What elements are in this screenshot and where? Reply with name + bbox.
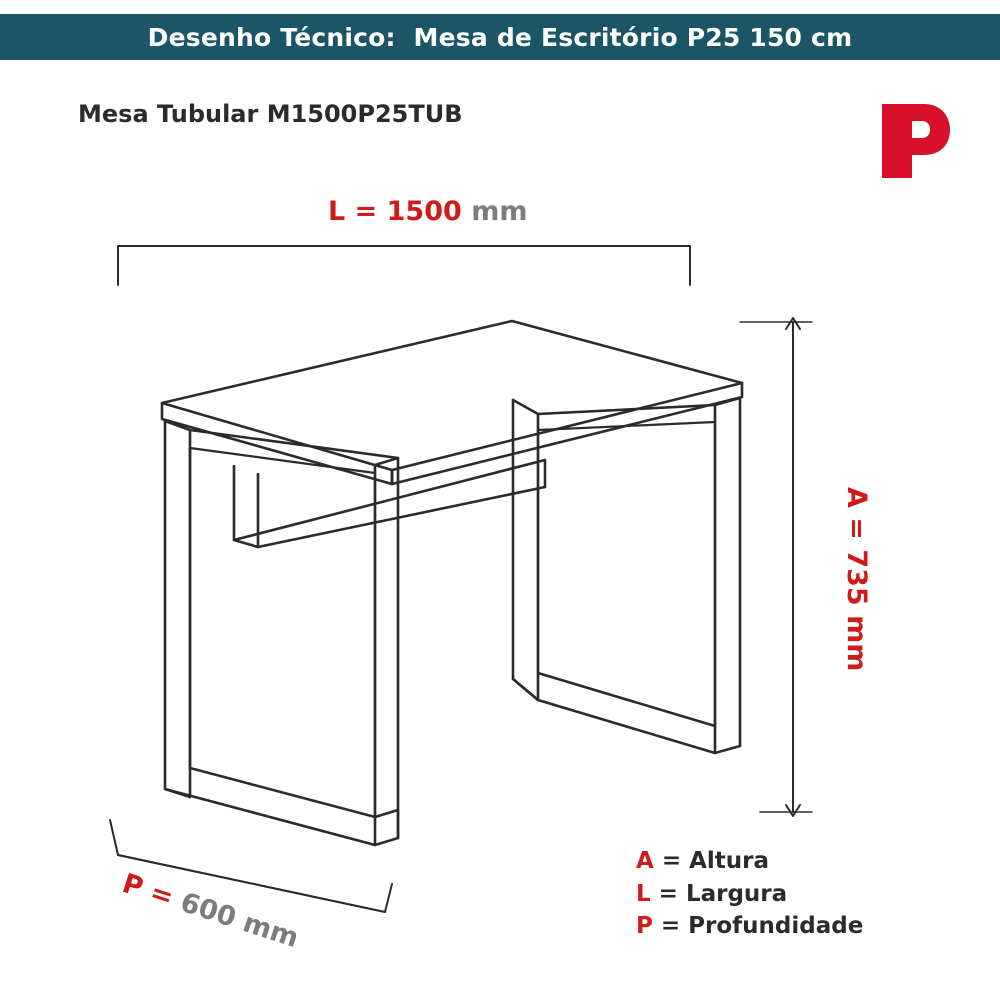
width-unit: mm — [461, 196, 528, 227]
desk-apron — [234, 460, 545, 547]
depth-dimension-label — [118, 868, 302, 954]
height-dimension-label — [841, 487, 872, 671]
desk-leg-right — [513, 398, 740, 753]
depth-key: P = — [118, 868, 187, 917]
desk-leg-left — [165, 421, 398, 845]
legend-item-largura — [636, 878, 863, 911]
header-bar — [0, 14, 1000, 60]
legend-text-p: = Profundidade — [652, 913, 864, 940]
product-subtitle: Mesa Tubular M1500P25TUB — [78, 100, 463, 128]
height-value: 735 mm — [841, 549, 872, 672]
legend-item-profundidade — [636, 910, 863, 943]
legend-item-altura — [636, 845, 863, 878]
width-dimension-label — [328, 196, 527, 227]
brand-logo-icon — [872, 100, 954, 182]
legend-text-a: = Altura — [653, 848, 770, 874]
height-dimension-line — [740, 318, 812, 816]
legend-key-l: L — [636, 880, 651, 907]
legend-text-l: = Largura — [650, 880, 788, 907]
legend-key-a: A — [636, 848, 654, 874]
height-key: A = — [841, 487, 872, 550]
page-title: Desenho Técnico: Mesa de Escritório P25 150 cm — [147, 22, 853, 52]
legend-key-p: P — [636, 913, 653, 940]
width-value: 1500 — [386, 196, 462, 227]
desk-top — [162, 321, 742, 484]
width-key: L = — [328, 196, 387, 227]
legend — [636, 845, 863, 943]
width-dimension-line — [118, 246, 690, 285]
depth-value: 600 mm — [176, 886, 303, 955]
